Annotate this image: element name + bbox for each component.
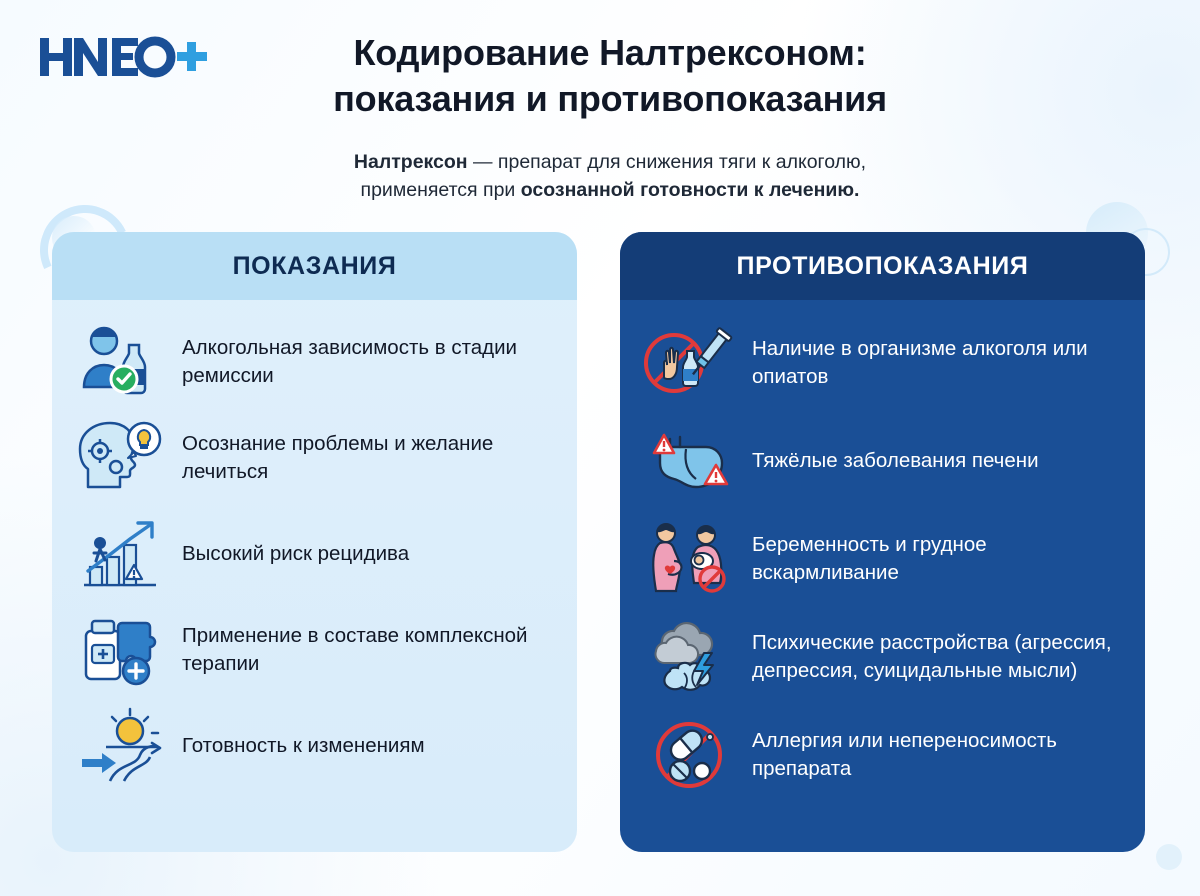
list-item	[640, 510, 1125, 608]
indications-list	[52, 300, 577, 794]
list-item	[72, 698, 557, 794]
head-gears-idea-icon	[72, 415, 168, 501]
list-item-label: Тяжёлые заболевания печени	[752, 448, 1039, 472]
indications-heading: ПОКАЗАНИЯ	[52, 232, 577, 300]
list-item-label: Алкогольная зависимость в стадии ремиссии	[182, 335, 517, 387]
pill-bottle-puzzle-icon	[72, 607, 168, 693]
list-item-label: Применение в составе комплексной терапии	[182, 623, 528, 675]
list-item	[72, 410, 557, 506]
list-item-label: Психические расстройства (агрессия, депрессия, суицидальные мысли)	[752, 630, 1112, 682]
list-item-label: Высокий риск рецидива	[182, 541, 410, 565]
list-item	[72, 602, 557, 698]
no-alcohol-syringe-icon	[640, 320, 738, 406]
list-item-label: Осознание проблемы и желание лечиться	[182, 431, 494, 483]
page-subtitle-line2-prefix: применяется при	[360, 179, 521, 202]
page-subtitle	[210, 148, 1010, 205]
list-item	[640, 706, 1125, 804]
liver-warning-icon	[640, 418, 738, 504]
list-item-label: Аллергия или непереносимость препарата	[752, 728, 1057, 780]
sunrise-road-arrow-icon	[72, 703, 168, 789]
person-bottle-check-icon	[72, 319, 168, 405]
brain-storm-icon	[640, 614, 738, 700]
page-subtitle-rest: — препарат для снижения тяги к алкоголю,	[467, 151, 867, 173]
brand-logo	[38, 32, 208, 86]
list-item	[640, 314, 1125, 412]
contraindications-heading: ПРОТИВОПОКАЗАНИЯ	[620, 232, 1145, 300]
page-subtitle-line1	[210, 148, 1010, 176]
no-pills-allergy-icon	[640, 712, 738, 798]
indications-card	[52, 232, 577, 852]
list-item	[640, 608, 1125, 706]
page-title-line2: показания и противопоказания	[333, 78, 887, 120]
decorative-dot-bottom-right	[1156, 844, 1182, 870]
pregnancy-breastfeeding-icon	[640, 516, 738, 602]
page-subtitle-line2-emphasis: осознанной готовности к лечению.	[520, 179, 860, 202]
list-item-label: Готовность к изменениям	[182, 733, 425, 757]
contraindications-card	[620, 232, 1145, 852]
contraindications-list	[620, 300, 1145, 804]
list-item	[640, 412, 1125, 510]
page-title	[210, 30, 1010, 122]
list-item-label: Наличие в организме алкоголя или опиатов	[752, 336, 1088, 388]
list-item	[72, 314, 557, 410]
page-subtitle-drug-name: Налтрексон	[353, 151, 468, 173]
page-title-line1: Кодирование Налтрексоном:	[353, 32, 867, 73]
list-item	[72, 506, 557, 602]
list-item-label: Беременность и грудное вскармливание	[752, 532, 987, 584]
page-subtitle-line2	[210, 176, 1010, 204]
risk-chart-arrow-icon	[72, 511, 168, 597]
